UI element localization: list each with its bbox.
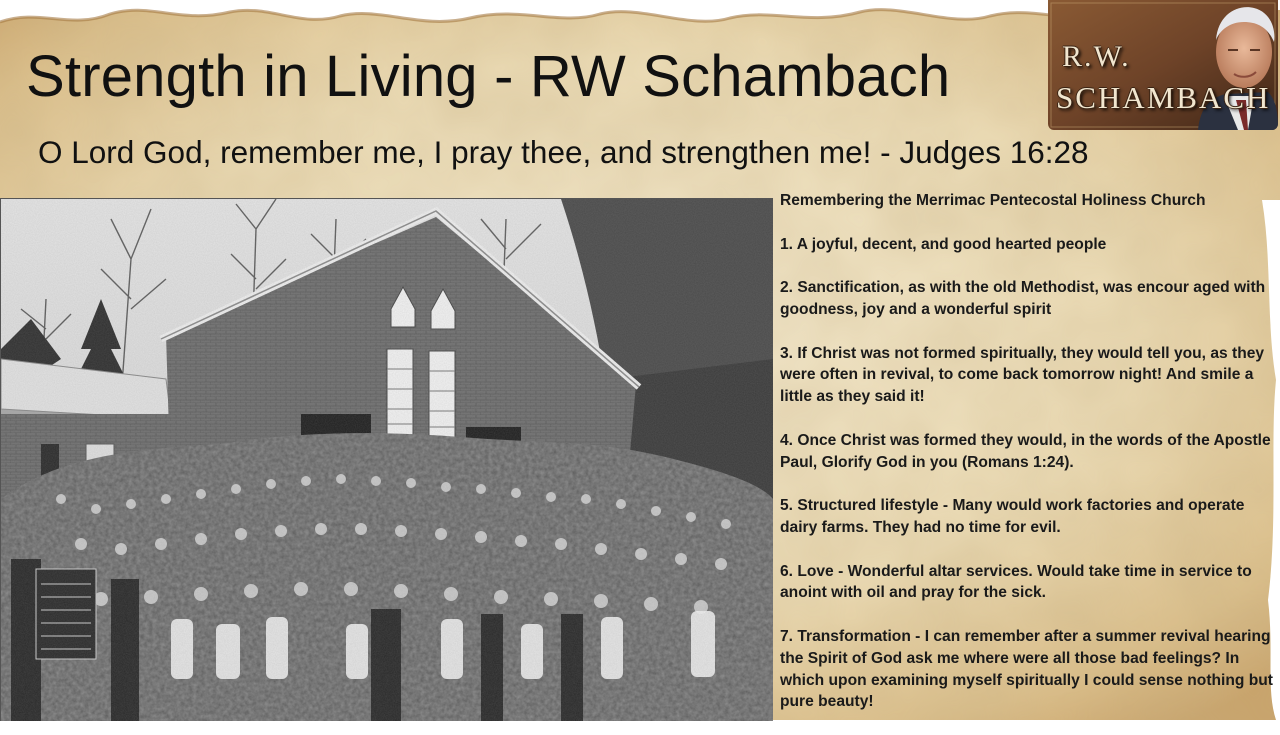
scripture-subtitle: O Lord God, remember me, I pray thee, and strengthen me! - Judges 16:28 [38, 134, 1089, 170]
list-item: 7. Transformation - I can remember after a summer revival hearing the Spirit of God ask me where were all those bad feelings? In which upon examining myself spiritually I could sense nothing but pure beauty! [780, 627, 1273, 711]
list-item: 2. Sanctification, as with the old Methodist, was encour aged with goodness, joy and a wonderful spirit [780, 279, 1266, 318]
church-photo [0, 198, 773, 721]
list-item: 1. A joyful, decent, and good hearted people [780, 235, 1107, 253]
notes-heading: Remembering the Merrimac Pentecostal Holiness Church [780, 192, 1206, 209]
list-item: 6. Love - Wonderful altar services. Would take time in service to anoint with oil and pray for the sick. [780, 562, 1252, 602]
schambach-logo [1048, 0, 1278, 130]
list-item: 5. Structured lifestyle - Many would work factories and operate dairy farms. They had no time for evil. [780, 497, 1245, 536]
logo-line-2: SCHAMBACH [1056, 80, 1271, 115]
logo-line-1: R.W. [1062, 40, 1131, 73]
list-item: 4. Once Christ was formed they would, in the words of the Apostle Paul, Glorify God in you (Romans 1:24). [780, 431, 1271, 471]
notes-panel [780, 190, 1278, 735]
list-item: 3. If Christ was not formed spiritually, they would tell you, as they were often in revival, to come back tomorrow night! And smile a little as they said it! [780, 344, 1265, 406]
page-title: Strength in Living - RW Schambach [26, 44, 951, 109]
